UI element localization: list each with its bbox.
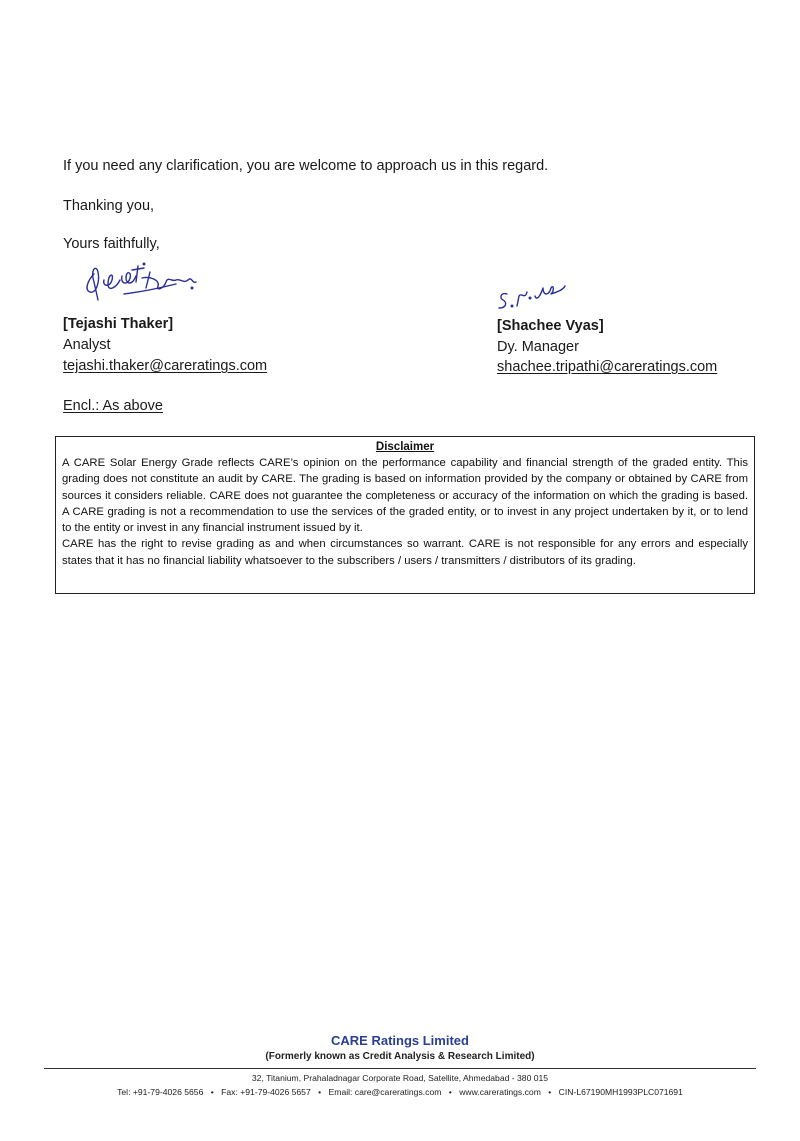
footer-company-name: CARE Ratings Limited (331, 1033, 469, 1048)
enclosure-text: Encl.: As above (63, 398, 163, 414)
footer-fax: Fax: +91-79-4026 5657 (221, 1087, 311, 1097)
footer-separator: • (448, 1087, 452, 1097)
footer-separator: • (318, 1087, 322, 1097)
signature-tejashi-thaker (80, 258, 210, 310)
signatory-1-title: Analyst (63, 337, 111, 353)
footer-email[interactable]: Email: care@careratings.com (328, 1087, 442, 1097)
signatory-2-title: Dy. Manager (497, 339, 579, 355)
signature-shachee-vyas (493, 278, 573, 314)
disclaimer-paragraph-1: A CARE Solar Energy Grade reflects CARE’s opinion on the performance capability and financial strength of the graded entity. This grading does not constitute an audit by CARE. The grading is based on information provided by the company or obtained by CARE from sources it considers reliable. CARE does not guarantee the completeness or accuracy of the information on which the grading is based. A CARE grading is not a recommendation to use the services of the graded entity, or to invest in any project undertaken by it, or to lend to the entity or invest in any financial instrument issued by it. (62, 457, 748, 535)
thanking-text: Thanking you, (63, 198, 155, 214)
clarification-text: If you need any clarification, you are welcome to approach us in this regard. (63, 158, 549, 174)
disclaimer-box (55, 436, 755, 594)
disclaimer-title: Disclaimer (375, 441, 435, 453)
footer-address: 32, Titanium, Prahaladnagar Corporate Road, Satellite, Ahmedabad - 380 015 (251, 1073, 549, 1083)
footer-divider (44, 1068, 756, 1069)
disclaimer-paragraph-2: CARE has the right to revise grading as and when circumstances so warrant. CARE is not responsible for any errors and especially states that it has no financial liability whatsoever to the subscribers / users / transmitters / distributors of its grading. (62, 538, 748, 567)
footer-phone: Tel: +91-79-4026 5656 (117, 1087, 204, 1097)
footer-website[interactable]: www.careratings.com (459, 1087, 541, 1097)
signatory-1-name: [Tejashi Thaker] (63, 316, 174, 332)
footer-separator: • (548, 1087, 552, 1097)
footer-contacts (0, 1087, 800, 1097)
footer-formerly-name: (Formerly known as Credit Analysis & Research Limited) (265, 1051, 535, 1062)
footer-separator: • (210, 1087, 214, 1097)
signatory-2-name: [Shachee Vyas] (497, 318, 604, 334)
footer-cin: CIN-L67190MH1993PLC071691 (558, 1087, 683, 1097)
closing-text: Yours faithfully, (63, 236, 160, 252)
signatory-1-email[interactable]: tejashi.thaker@careratings.com (63, 358, 268, 374)
signatory-2-email[interactable]: shachee.tripathi@careratings.com (497, 359, 718, 375)
